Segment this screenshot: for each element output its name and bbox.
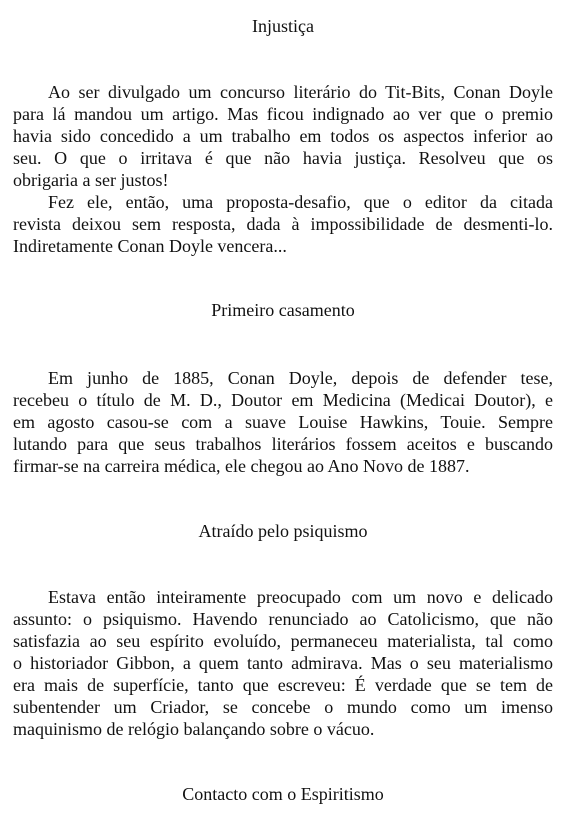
section-heading-injustica: Injustiça bbox=[252, 16, 314, 36]
section-heading-atraido-pelo-psiquismo: Atraído pelo psiquismo bbox=[198, 521, 368, 541]
text-line: subentender um Criador, se concebe o mundo como um imenso bbox=[13, 697, 553, 717]
text-line: satisfazia ao seu espírito evoluído, permaneceu materialista, tal como bbox=[13, 631, 553, 651]
text-line: assunto: o psiquismo. Havendo renunciado ao Catolicismo, que não bbox=[13, 609, 553, 629]
text-line: maquinismo de relógio balançando sobre o vácuo. bbox=[13, 719, 375, 739]
text-line: Estava então inteiramente preocupado com um novo e delicado bbox=[48, 587, 553, 607]
text-line: firmar-se na carreira médica, ele chegou ao Ano Novo de 1887. bbox=[13, 456, 470, 476]
text-line: Fez ele, então, uma proposta-desafio, que o editor da citada bbox=[48, 192, 553, 212]
section-heading-contacto-com-o-espiritismo: Contacto com o Espiritismo bbox=[182, 784, 384, 804]
paragraph-injustica-1 bbox=[13, 81, 553, 191]
paragraph-primeiro-casamento bbox=[13, 367, 553, 477]
text-line: havia sido concedido a um trabalho em todos os aspectos inferior ao bbox=[13, 126, 553, 146]
text-line: seu. O que o irritava é que não havia justiça. Resolveu que os bbox=[13, 148, 553, 168]
text-line: Em junho de 1885, Conan Doyle, depois de defender tese, bbox=[48, 368, 553, 388]
text-line: obrigaria a ser justos! bbox=[13, 170, 169, 190]
text-line: em agosto casou-se com a suave Louise Hawkins, Touie. Sempre bbox=[13, 412, 553, 432]
text-line: Indiretamente Conan Doyle vencera... bbox=[13, 236, 287, 256]
text-line: recebeu o título de M. D., Doutor em Medicina (Medicai Doutor), e bbox=[13, 390, 553, 410]
text-line: lutando para que seus trabalhos literários fossem aceitos e buscando bbox=[13, 434, 553, 454]
text-line: para lá mandou um artigo. Mas ficou indignado ao ver que o premio bbox=[13, 104, 553, 124]
paragraph-injustica-2 bbox=[13, 191, 553, 257]
text-line: Ao ser divulgado um concurso literário do Tit-Bits, Conan Doyle bbox=[48, 82, 553, 102]
text-line: o historiador Gibbon, a quem tanto admirava. Mas o seu materialismo bbox=[13, 653, 553, 673]
text-line: era mais de superfície, tanto que escreveu: É verdade que se tem de bbox=[13, 675, 553, 695]
text-line: revista deixou sem resposta, dada à impossibilidade de desmenti-lo. bbox=[13, 214, 553, 234]
section-heading-primeiro-casamento: Primeiro casamento bbox=[211, 300, 355, 320]
paragraph-atraido-pelo-psiquismo bbox=[13, 586, 553, 740]
